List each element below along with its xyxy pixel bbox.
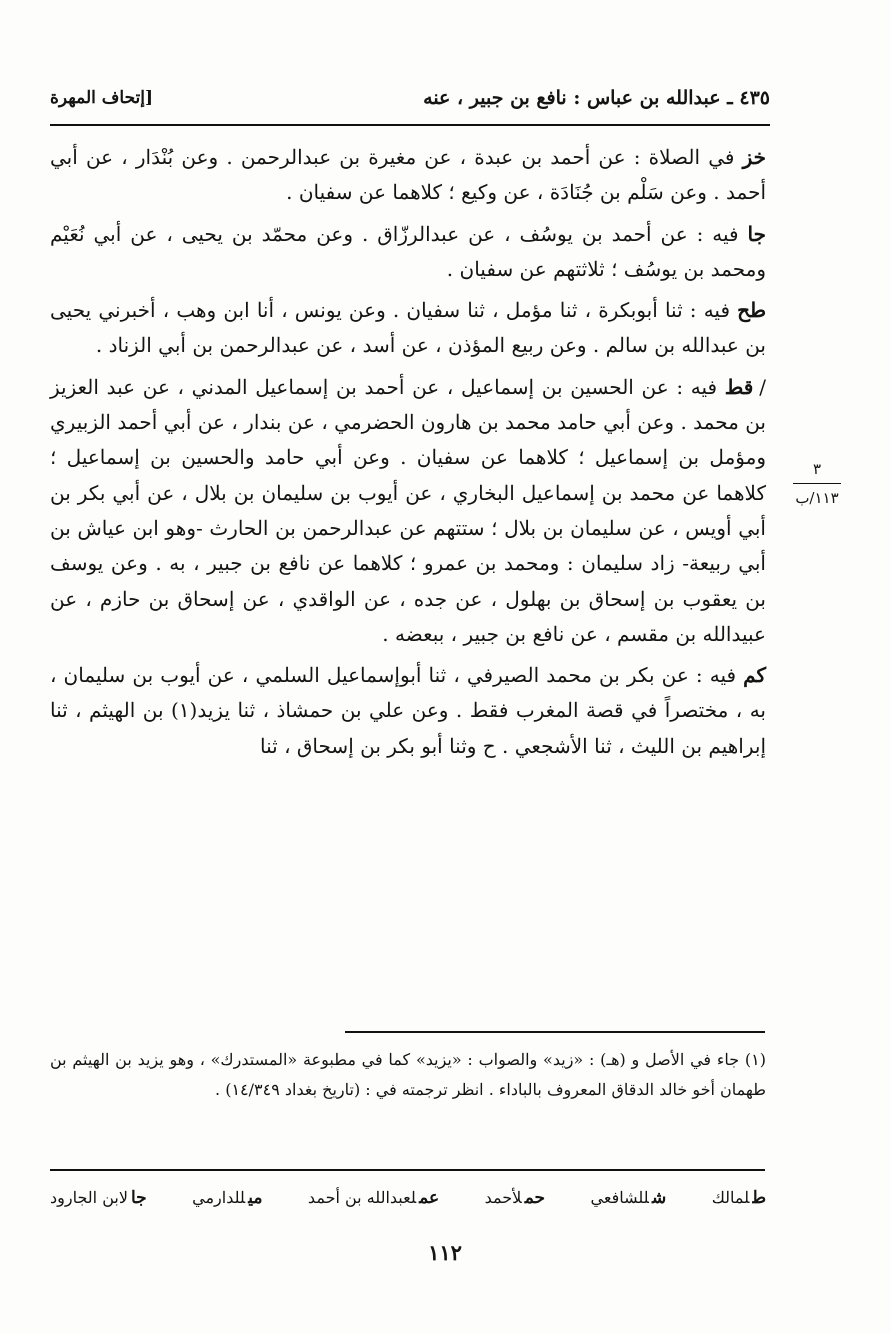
abbreviation-item <box>591 1188 667 1208</box>
paragraph <box>50 217 766 288</box>
paragraph-sigla: جا <box>747 221 766 246</box>
abbreviation-code: ط <box>752 1188 766 1208</box>
header-book-name: [إتحاف المهرة <box>50 88 154 108</box>
abbreviation-item <box>308 1188 439 1208</box>
abbreviation-key <box>50 1178 766 1218</box>
header-title: ٤٣٥ ـ عبدالله بن عباس : نافع بن جبير ، عنه <box>423 87 770 109</box>
footnote-rule <box>345 1031 765 1033</box>
footnote: (١) جاء في الأصل و (هـ) : «زيد» والصواب : «يزيد» كما في مطبوعة «المستدرك» ، وهو يزيد بن الهيثم بن طهمان أخو خالد الدقاق المعروف بالباداء . انظر ترجمته في : (تاريخ بغداد ١٤/٣٤٩) . <box>50 1050 766 1099</box>
abbreviation-item <box>50 1188 147 1208</box>
paragraph-text: فيه : عن أحمد بن يوسُف ، عن عبدالرزّاق . وعن محمّد بن يحيى ، عن أبي نُعَيْم ومحمد بن يوسُف ؛ ثلاثتهم عن سفيان . <box>50 221 766 281</box>
abbreviation-name: لأحمد <box>484 1188 522 1207</box>
paragraph-text: فيه : عن بكر بن محمد الصيرفي ، ثنا أبوإسماعيل السلمي ، عن أيوب بن سليمان ، به ، مختصراً في قصة المغرب فقط . وعن علي بن حمشاذ ، ثنا يزيد(١) بن الهيثم ، ثنا إبراهيم بن الليث ، ثنا الأشجعي . ح وثنا أبو بكر بن إسحاق ، ثنا <box>50 663 766 758</box>
paragraph-text: في الصلاة : عن أحمد بن عبدة ، عن مغيرة بن عبدالرحمن . وعن بُنْدَار ، عن أبي أحمد . وعن سَلْم بن جُنَادَة ، عن وكيع ؛ كلاهما عن سفيان . <box>50 145 766 205</box>
abbreviation-name: لمالك <box>711 1188 750 1207</box>
margin-note <box>788 458 846 509</box>
abbreviation-code: مي <box>248 1188 263 1208</box>
abbreviation-code: حم <box>524 1188 546 1208</box>
main-text <box>50 140 766 770</box>
paragraph-sigla: خز <box>742 145 766 169</box>
paragraph-text: فيه : ثنا أبوبكرة ، ثنا مؤمل ، ثنا سفيان . وعن يونس ، أنا ابن وهب ، أخبرني يحيى بن عبدالله بن سالم . وعن ربيع المؤذن ، عن أسد ، عن عبدالرحمن بن أبي الزناد . <box>50 298 766 358</box>
page-number: ١١٢ <box>428 1240 462 1265</box>
running-header <box>50 78 770 118</box>
margin-note-number: ٣ <box>812 460 822 478</box>
margin-note-ref: ١١٣/ب <box>795 489 839 507</box>
paragraph-text: فيه : عن الحسين بن إسماعيل ، عن أحمد بن إسماعيل المدني ، عن عبد العزيز بن محمد . وعن أبي حامد محمد بن هارون الحضرمي ، عن بندار ، عن أبي أحمد الزبيري ومؤمل بن إسماعيل ؛ كلاهما عن سفيان . وعن أبي حامد والحسين بن إسماعيل ؛ كلاهما عن محمد بن إسماعيل البخاري ، عن أيوب بن سليمان بن بلال ، عن أبي بكر بن أبي أويس ، عن سليمان بن بلال ؛ ستتهم عن عبدالرحمن بن الحارث -وهو ابن عياش بن أبي ربيعة- زاد سليمان : ومحمد بن عمرو ؛ كلاهما عن نافع بن جبير ، به . وعن يوسف بن يعقوب بن إسحاق بن بهلول ، عن جده ، عن الواقدي ، عن إسحاق بن حازم ، عن عبيدالله بن مقسم ، عن نافع بن جبير ، ببعضه . <box>50 374 766 646</box>
header-rule <box>50 124 770 126</box>
abbreviation-name: للدارمي <box>192 1188 246 1207</box>
paragraph-sigla: قط <box>724 374 754 399</box>
abbreviation-item <box>192 1188 262 1208</box>
abbreviation-code: عم <box>419 1188 440 1208</box>
abbreviation-code: ش <box>651 1188 667 1208</box>
key-rule <box>50 1169 765 1171</box>
abbreviation-name: للشافعي <box>590 1188 649 1207</box>
paragraph-sigla: طح <box>737 298 766 323</box>
folio-marker: / <box>759 374 766 399</box>
paragraph <box>50 370 766 652</box>
paragraph <box>50 140 766 211</box>
margin-note-divider <box>793 483 841 484</box>
paragraph <box>50 658 766 764</box>
abbreviation-name: لعبدالله بن أحمد <box>307 1188 417 1207</box>
paragraph <box>50 293 766 364</box>
abbreviation-code: جا <box>130 1188 147 1208</box>
paragraph-sigla: كم <box>743 663 766 688</box>
abbreviation-item <box>485 1188 545 1208</box>
abbreviation-name: لابن الجارود <box>50 1188 128 1207</box>
abbreviation-item <box>712 1188 766 1208</box>
